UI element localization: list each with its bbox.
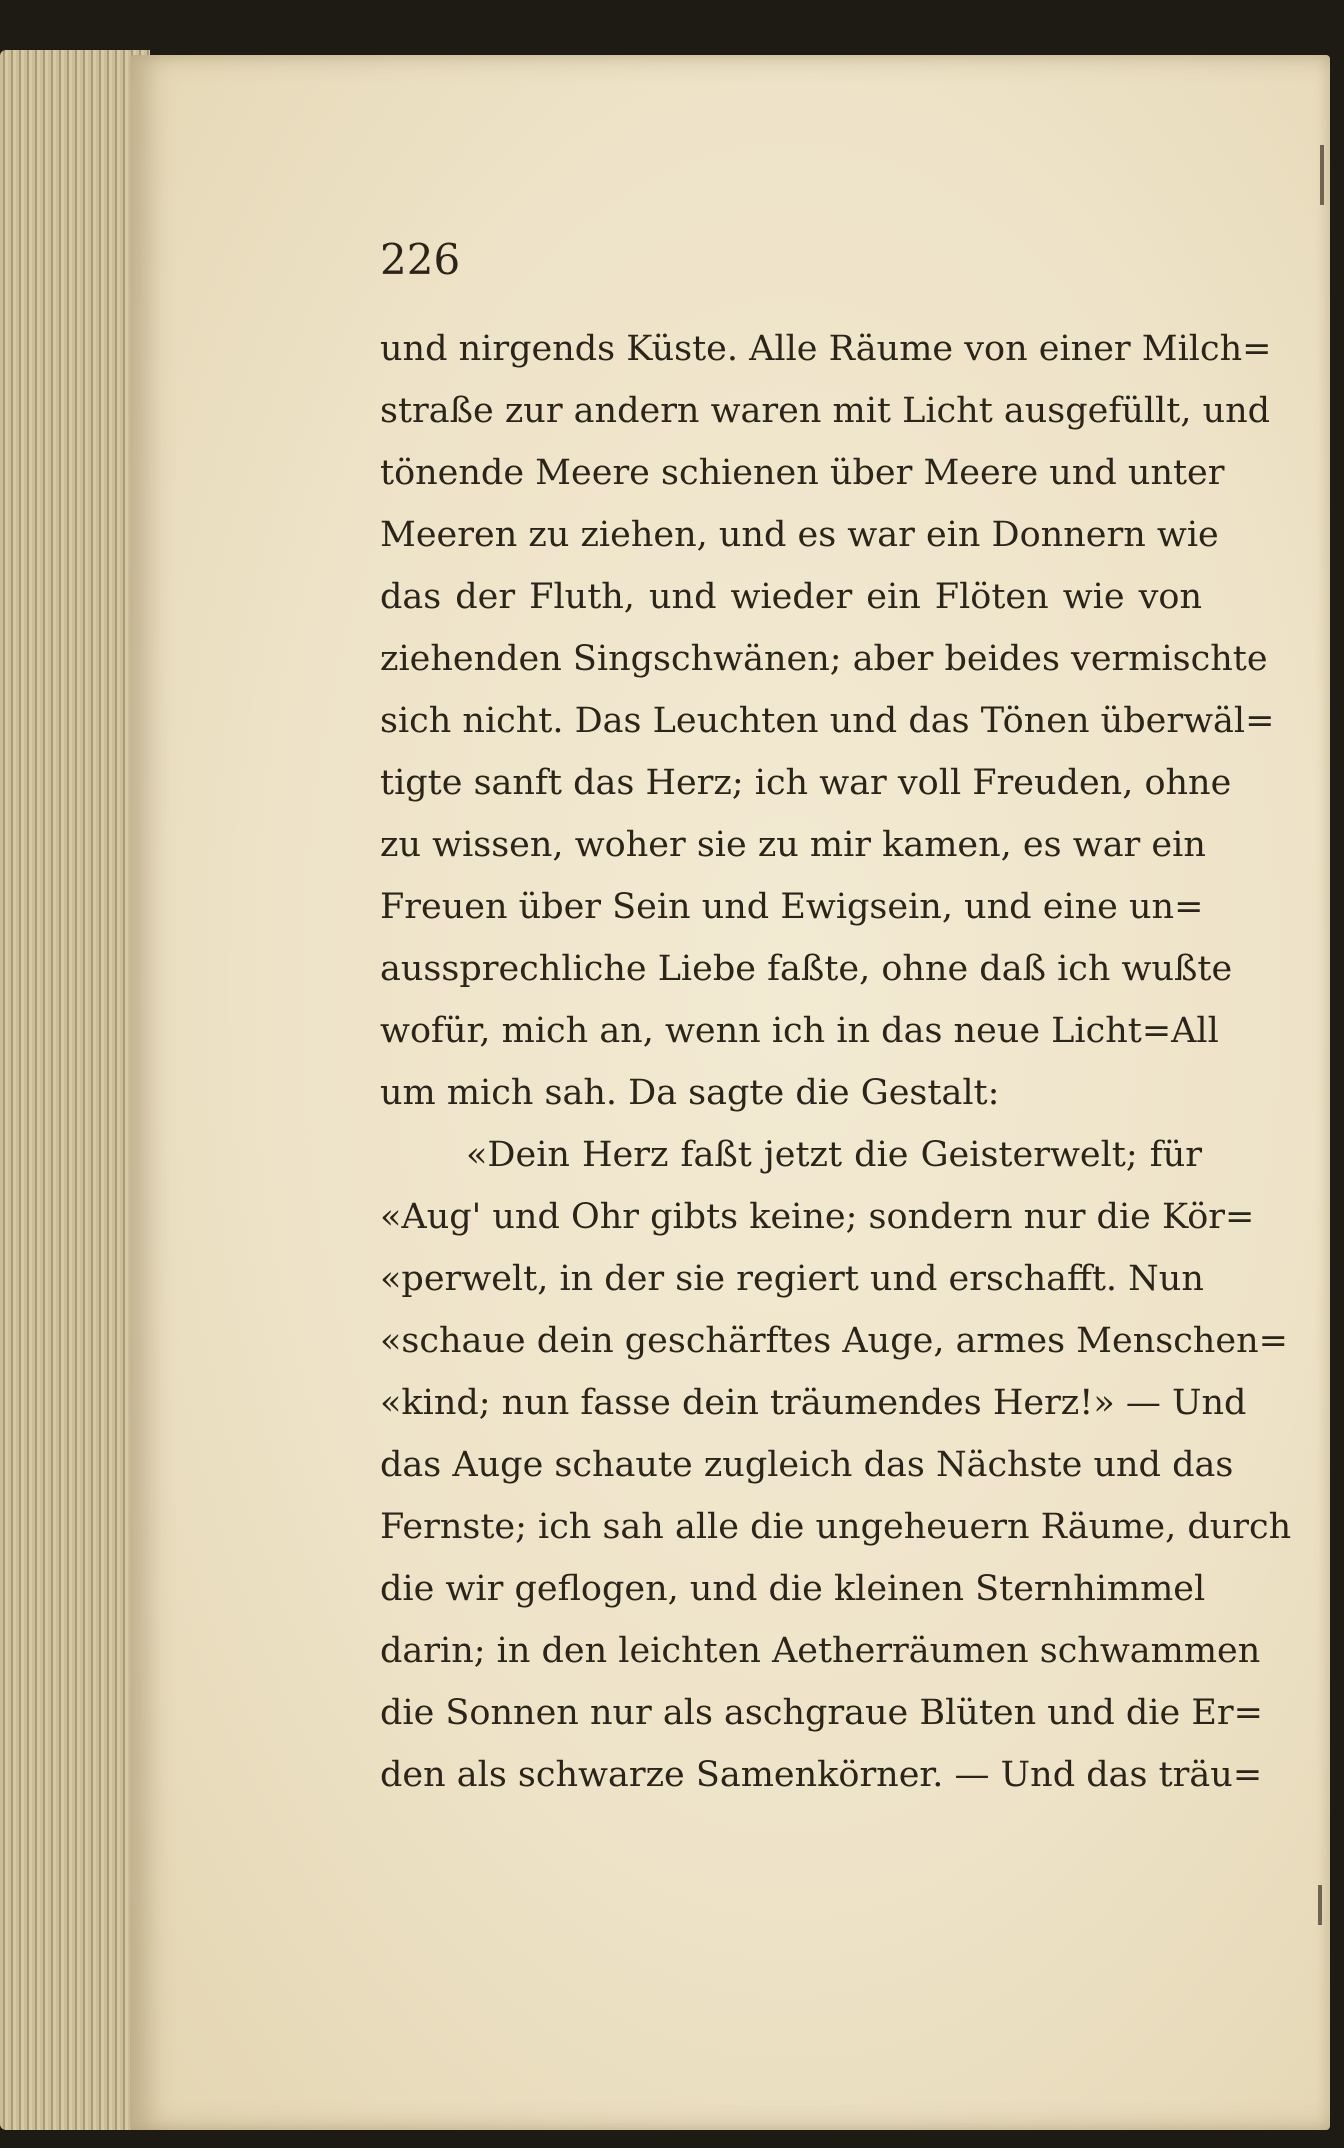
text-line: aussprechliche Liebe faßte, ohne daß ich wußte xyxy=(380,949,1233,989)
text-line: «Aug' und Ohr gibts keine; sondern nur die Kör= xyxy=(380,1197,1255,1237)
text-line: «Dein Herz faßt jetzt die Geisterwelt; für xyxy=(466,1135,1202,1175)
text-line: «kind; nun fasse dein träumendes Herz!» — Und xyxy=(380,1383,1247,1423)
page-edge-mark xyxy=(1320,145,1324,205)
text-line: und nirgends Küste. Alle Räume von einer Milch= xyxy=(380,329,1272,369)
text-line: zu wissen, woher sie zu mir kamen, es war ein xyxy=(380,825,1206,865)
text-line: das Auge schaute zugleich das Nächste und das xyxy=(380,1445,1234,1485)
text-line: tönende Meere schienen über Meere und unter xyxy=(380,453,1225,493)
text-line: straße zur andern waren mit Licht ausgefüllt, und xyxy=(380,391,1271,431)
text-line: Freuen über Sein und Ewigsein, und eine un= xyxy=(380,887,1204,927)
text-line: Fernste; ich sah alle die ungeheuern Räume, durch xyxy=(380,1507,1292,1547)
text-line: «perwelt, in der sie regiert und erschafft. Nun xyxy=(380,1259,1204,1299)
text-line: den als schwarze Samenkörner. — Und das träu= xyxy=(380,1755,1263,1795)
text-line: wofür, mich an, wenn ich in das neue Licht=All xyxy=(380,1011,1219,1051)
text-line: Meeren zu ziehen, und es war ein Donnern wie xyxy=(380,515,1219,555)
page-edge-mark xyxy=(1318,1885,1322,1925)
text-line: ziehenden Singschwänen; aber beides vermischte xyxy=(380,639,1268,679)
text-line: das der Fluth, und wieder ein Flöten wie von xyxy=(380,577,1202,617)
text-line: sich nicht. Das Leuchten und das Tönen überwäl= xyxy=(380,701,1275,741)
text-line: tigte sanft das Herz; ich war voll Freuden, ohne xyxy=(380,763,1232,803)
text-line: darin; in den leichten Aetherräumen schwammen xyxy=(380,1631,1261,1671)
text-line: «schaue dein geschärftes Auge, armes Menschen= xyxy=(380,1321,1288,1361)
text-line: um mich sah. Da sagte die Gestalt: xyxy=(380,1073,1000,1113)
page-number: 226 xyxy=(380,235,461,284)
page-edges xyxy=(0,50,150,2130)
body-text xyxy=(380,318,1292,1806)
text-line: die Sonnen nur als aschgraue Blüten und die Er= xyxy=(380,1693,1263,1733)
text-line: die wir geflogen, und die kleinen Sternhimmel xyxy=(380,1569,1206,1609)
